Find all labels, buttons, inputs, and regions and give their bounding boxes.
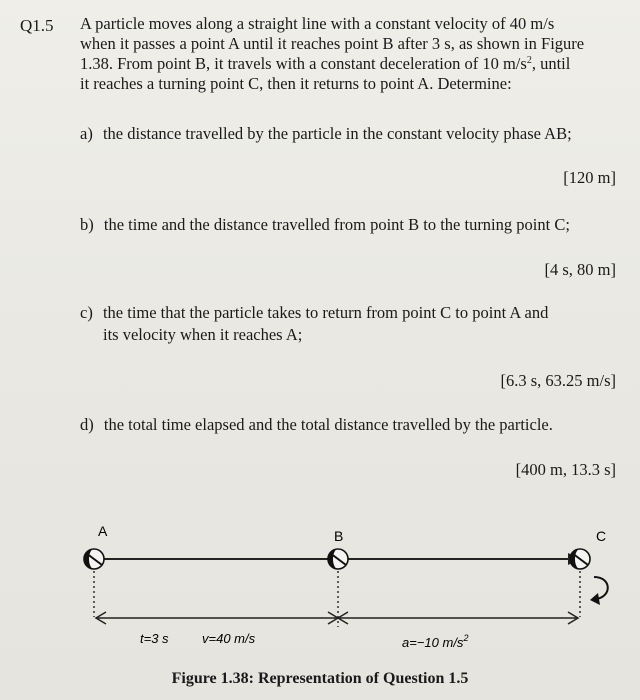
question-line-4: it reaches a turning point C, then it returns to point A. Determine: [80,74,512,93]
part-d-label: d) [80,415,94,434]
part-b-text: the time and the distance travelled from point B to the turning point C; [103,215,570,234]
question-line-3b: , until [531,54,571,73]
part-c-text-2: its velocity when it reaches A; [103,325,303,344]
part-a-answer: [120 m] [563,168,616,187]
part-c [80,303,620,323]
question-line-3a: 1.38. From point B, it travels with a constant deceleration of 10 m/s [80,54,527,73]
part-d-answer: [400 m, 13.3 s] [515,460,616,479]
part-c-label: c) [80,303,93,322]
accel-label-text [402,633,468,650]
question-text [80,14,620,94]
part-a [80,124,620,144]
part-b-answer: [4 s, 80 m] [544,260,616,279]
particle-c [570,549,590,569]
superscript-2: 2 [526,55,532,66]
question-line-3 [80,54,620,74]
velocity-label: v=40 m/s [202,631,256,646]
turning-arrowhead [590,593,600,605]
part-c-text-1: the time that the particle takes to return from point C to point A and [102,303,549,322]
motion-diagram [0,515,640,665]
label-b: B [334,528,344,544]
figure-caption: Figure 1.38: Representation of Question 1.5 [171,670,469,687]
part-b [80,215,620,235]
part-d-text: the total time elapsed and the total distance travelled by the particle. [103,415,553,434]
question-number: Q1.5 [20,16,54,35]
accel-label: a=−10 m/s [402,635,464,650]
label-c: C [596,528,607,544]
part-b-label: b) [80,215,94,234]
part-d [80,415,620,435]
time-label: t=3 s [140,631,169,646]
part-c-cont [103,325,640,345]
particle-b [328,549,348,569]
accel-sup: 2 [463,633,469,643]
question-line-1: A particle moves along a straight line with a constant velocity of 40 m/s [80,14,555,33]
part-a-label: a) [80,124,93,143]
part-c-answer: [6.3 s, 63.25 m/s] [500,371,616,390]
label-a: A [98,523,108,539]
particle-a [84,549,104,569]
question-line-2: when it passes a point A until it reaches point B after 3 s, as shown in Figure [80,34,585,53]
part-a-text: the distance travelled by the particle in the constant velocity phase AB; [102,124,572,143]
